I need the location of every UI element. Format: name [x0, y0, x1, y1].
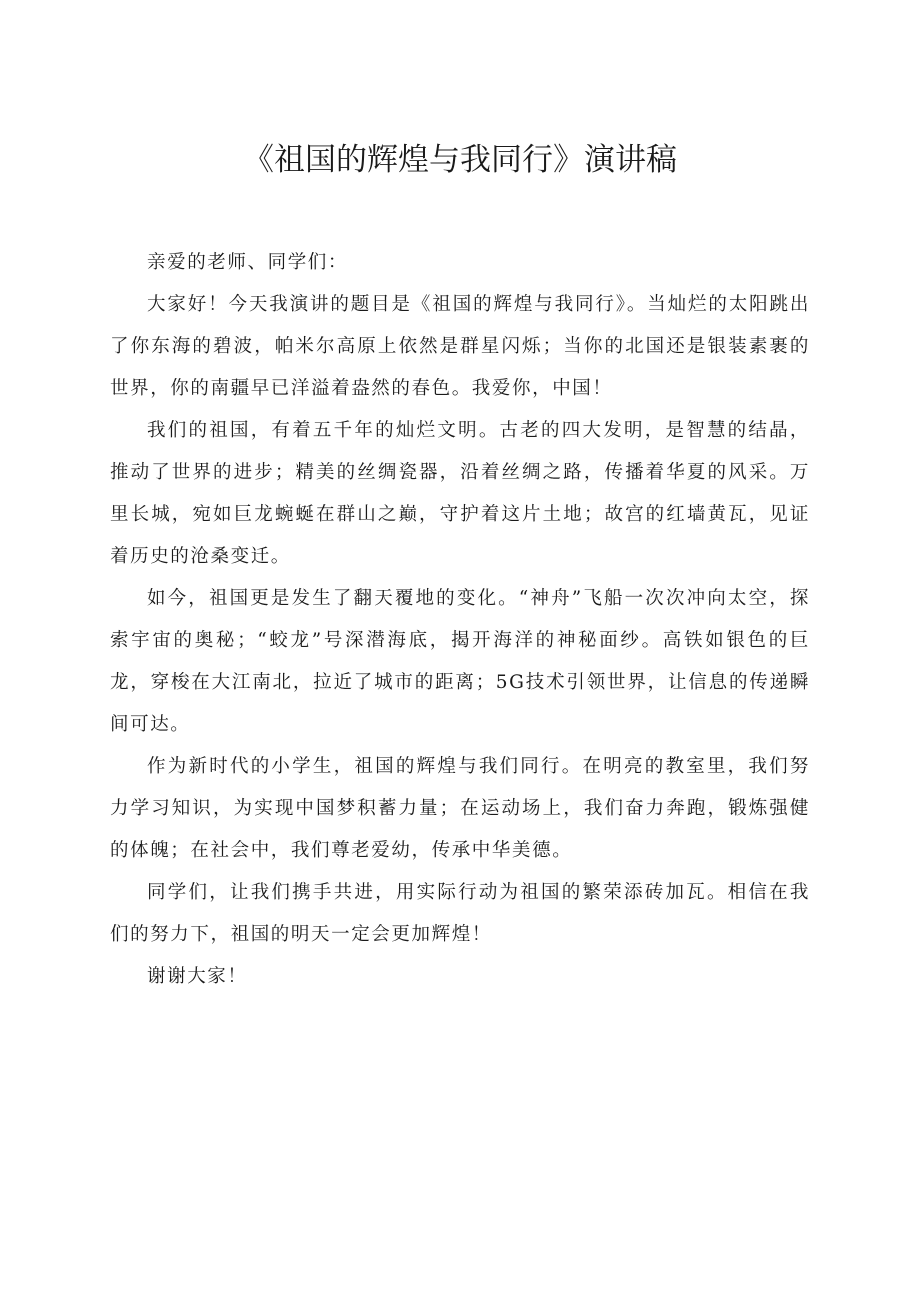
- document-body: [110, 242, 810, 998]
- paragraph-greeting: 大家好！今天我演讲的题目是《祖国的辉煌与我同行》。当灿烂的太阳跳出了你东海的碧波，帕米尔高原上依然是群星闪烁；当你的北国还是银装素裹的世界，你的南疆早已洋溢着盎然的春色。我爱你，中国！: [110, 294, 810, 399]
- document-title: 《祖国的辉煌与我同行》演讲稿: [243, 142, 677, 178]
- paragraph-call-to-action: 同学们，让我们携手共进，用实际行动为祖国的繁荣添砖加瓦。相信在我们的努力下，祖国的明天一定会更加辉煌！: [110, 882, 810, 945]
- paragraph-salutation: 亲爱的老师、同学们：: [147, 252, 349, 273]
- paragraph-closing: 谢谢大家！: [147, 966, 248, 987]
- paragraph-civilization: 我们的祖国，有着五千年的灿烂文明。古老的四大发明，是智慧的结晶，推动了世界的进步；精美的丝绸瓷器，沿着丝绸之路，传播着华夏的风采。万里长城，宛如巨龙蜿蜒在群山之巅，守护着这片土地；故宫的红墙黄瓦，见证着历史的沧桑变迁。: [110, 420, 810, 567]
- paragraph-students: 作为新时代的小学生，祖国的辉煌与我们同行。在明亮的教室里，我们努力学习知识，为实现中国梦积蓄力量；在运动场上，我们奋力奔跑，锻炼强健的体魄；在社会中，我们尊老爱幼，传承中华美德。: [110, 756, 810, 861]
- paragraph-modern-change: 如今，祖国更是发生了翻天覆地的变化。“神舟”飞船一次次冲向太空，探索宇宙的奥秘；“蛟龙”号深潜海底，揭开海洋的神秘面纱。高铁如银色的巨龙，穿梭在大江南北，拉近了城市的距离；5G技术引领世界，让信息的传递瞬间可达。: [110, 588, 810, 735]
